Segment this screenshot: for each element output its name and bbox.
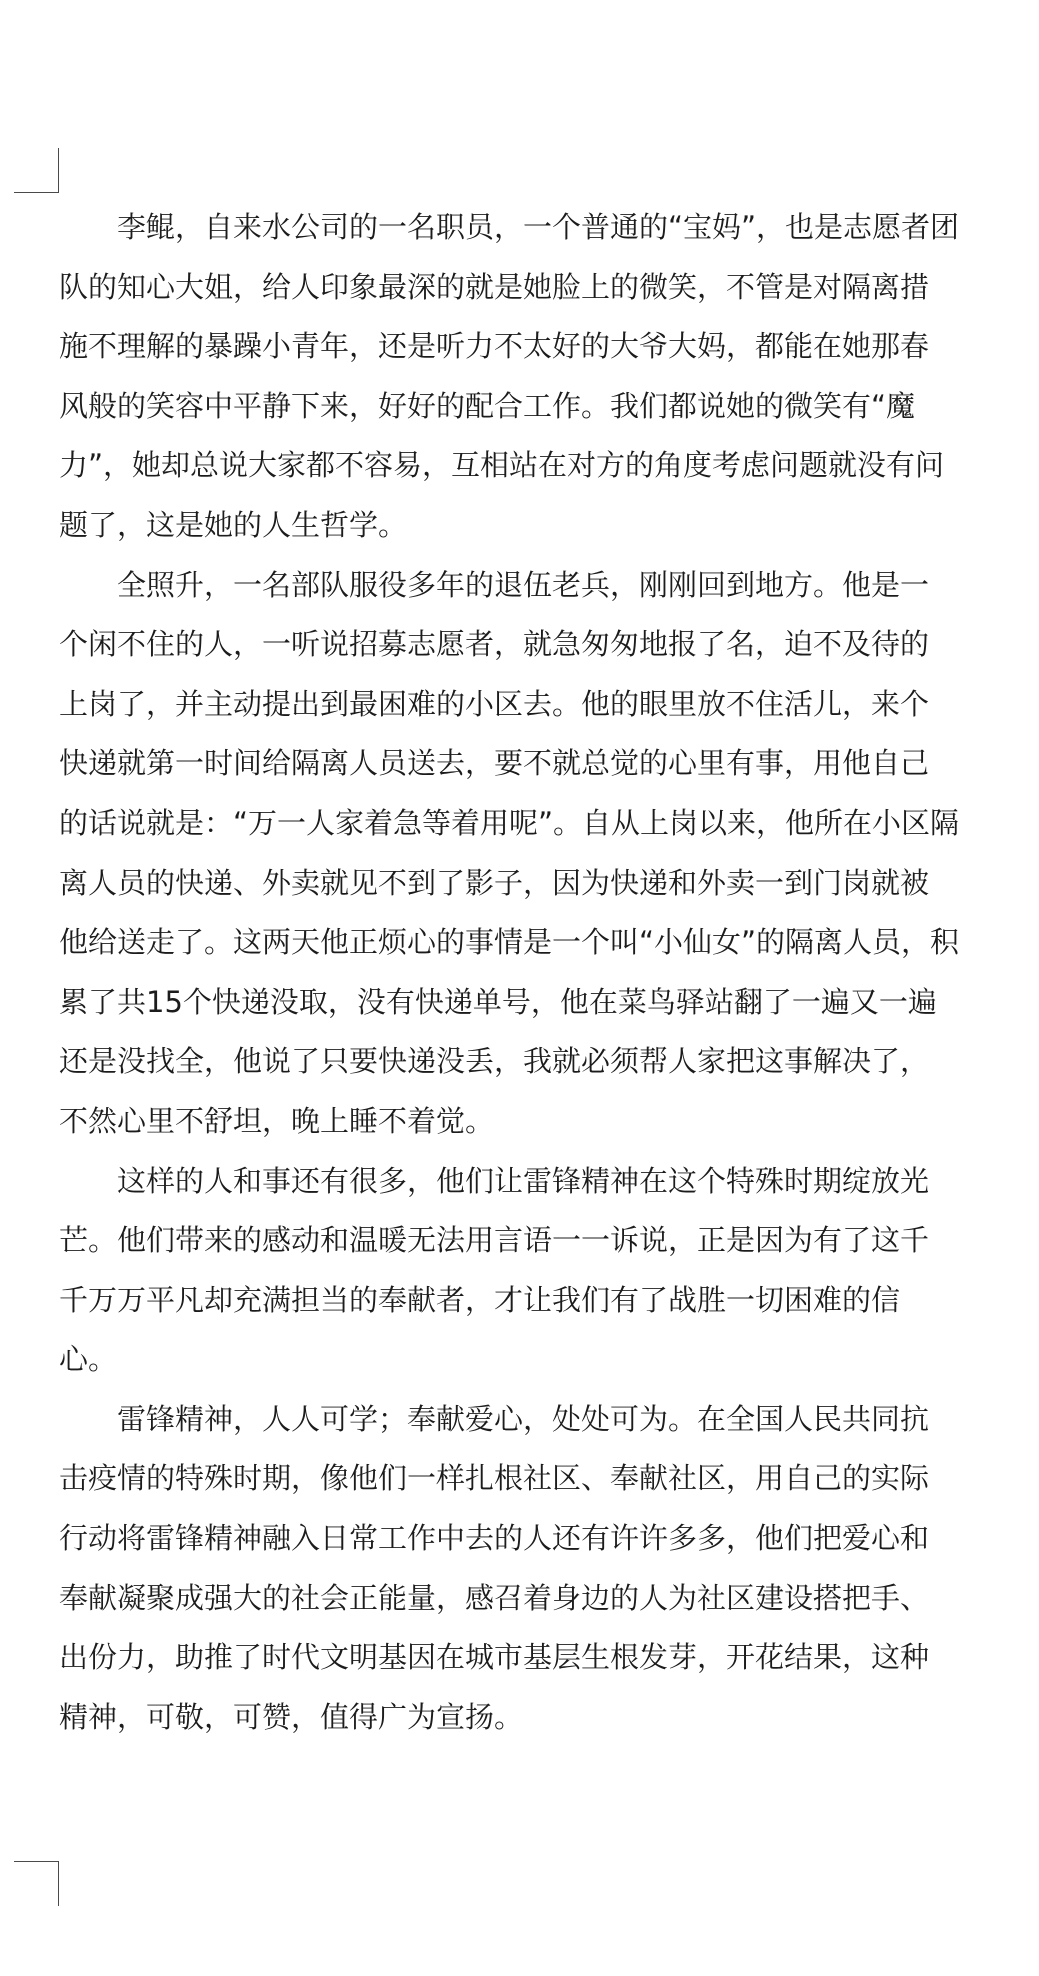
text-line: 出份力，助推了时代文明基因在城市基层生根发芽，开花结果，这种 (59, 1640, 930, 1675)
text-line: 还是没找全，他说了只要快递没丢，我就必须帮人家把这事解决了， (59, 1044, 930, 1079)
text-line: 芒。他们带来的感动和温暖无法用言语一一诉说，正是因为有了这千 (59, 1223, 930, 1258)
bottom-left-margin-mark (14, 1861, 59, 1906)
paragraph-2 (59, 556, 1039, 1152)
text-line: 上岗了，并主动提出到最困难的小区去。他的眼里放不住活儿，来个 (59, 686, 930, 721)
text-line: 这样的人和事还有很多，他们让雷锋精神在这个特殊时期绽放光 (117, 1163, 930, 1198)
text-line: 的话说就是：“万一人家着急等着用呢”。自从上岗以来，他所在小区隔 (59, 805, 960, 840)
text-line: 快递就第一时间给隔离人员送去，要不就总觉的心里有事，用他自己 (59, 746, 930, 781)
text-line: 个闲不住的人，一听说招募志愿者，就急匆匆地报了名，迫不及待的 (59, 627, 930, 662)
text-line: 离人员的快递、外卖就见不到了影子，因为快递和外卖一到门岗就被 (59, 865, 930, 900)
text-line: 击疫情的特殊时期，像他们一样扎根社区、奉献社区，用自己的实际 (59, 1461, 930, 1496)
text-line: 风般的笑容中平静下来，好好的配合工作。我们都说她的微笑有“魔 (59, 388, 916, 423)
text-line: 题了，这是她的人生哲学。 (59, 507, 408, 542)
text-line: 他给送走了。这两天他正烦心的事情是一个叫“小仙女”的隔离人员，积 (59, 925, 960, 960)
paragraph-4 (59, 1390, 1039, 1748)
text-line: 队的知心大姐，给人印象最深的就是她脸上的微笑，不管是对隔离措 (59, 269, 930, 304)
paragraph-1 (59, 198, 1039, 556)
text-line: 不然心里不舒坦，晚上睡不着觉。 (59, 1103, 495, 1138)
text-line: 千万万平凡却充满担当的奉献者，才让我们有了战胜一切困难的信 (59, 1282, 901, 1317)
document-body (59, 198, 1039, 1747)
text-line: 精神，可敬，可赞，值得广为宣扬。 (59, 1699, 524, 1734)
text-line: 施不理解的暴躁小青年，还是听力不太好的大爷大妈，都能在她那春 (59, 329, 930, 364)
text-line: 力”，她却总说大家都不容易，互相站在对方的角度考虑问题就没有问 (59, 448, 945, 483)
text-line: 全照升，一名部队服役多年的退伍老兵，刚刚回到地方。他是一 (117, 567, 930, 602)
text-line: 行动将雷锋精神融入日常工作中去的人还有许许多多，他们把爱心和 (59, 1521, 930, 1556)
paragraph-3 (59, 1152, 1039, 1390)
text-line: 李鲲，自来水公司的一名职员，一个普通的“宝妈”，也是志愿者团 (117, 210, 960, 244)
text-line: 雷锋精神，人人可学；奉献爱心，处处可为。在全国人民共同抗 (117, 1401, 930, 1436)
text-line: 累了共15个快递没取，没有快递单号，他在菜鸟驿站翻了一遍又一遍 (59, 984, 937, 1019)
text-line: 心。 (59, 1342, 118, 1377)
top-left-margin-mark (14, 148, 59, 193)
text-line: 奉献凝聚成强大的社会正能量，感召着身边的人为社区建设搭把手、 (59, 1580, 930, 1615)
